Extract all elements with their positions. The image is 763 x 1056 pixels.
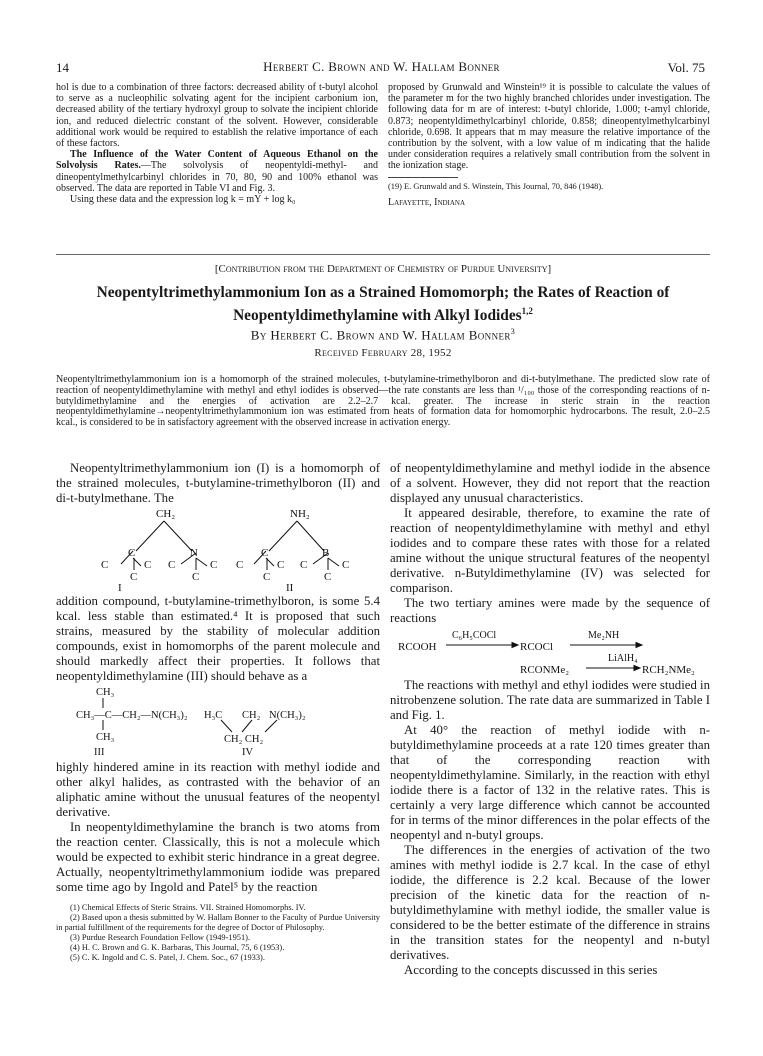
right-paragraph-1: of neopentyldimethylamine and methyl iodide in the absence of a solvent. However, they did not report that the reaction displayed any unusual characteristics. (390, 461, 710, 505)
scheme-rcocl: RCOCl (520, 641, 554, 653)
struct-II-atom-C-right2: C (342, 559, 350, 571)
footnote-rule (388, 177, 458, 178)
struct-label-II: II (286, 582, 294, 594)
location: Lafayette, Indiana (388, 196, 466, 208)
intro-paragraph-3: highly hindered amine in its reaction with methyl iodide and other alkyl halides, as contrasted with the behavior of an aliphatic amine without the unusual features of the neopentyl derivative. (56, 760, 380, 819)
struct-III-chain: CH₃—C—CH₂—N(CH₃)₂ (76, 710, 188, 721)
struct-III-ch3-top: CH₃ (96, 687, 115, 698)
right-paragraph-3: The two tertiary amines were made by the sequence of reactions (390, 596, 710, 625)
struct-I-atom-C-right1: C (168, 559, 176, 571)
right-paragraph-4: The reactions with methyl and ethyl iodides were studied in nitrobenzene solution. The rate data are summarized in Table I and Fig. 1. (390, 678, 710, 722)
struct-I-atom-C-mid: C (144, 559, 152, 571)
struct-I-atom-C-center: C (128, 547, 136, 559)
struct-II-atom-C-center: C (261, 547, 269, 559)
struct-I-atom-C-right2: C (210, 559, 218, 571)
right-paragraph-2: It appeared desirable, therefore, to examine the rate of reaction of neopentyldimethylamine with methyl and ethyl iodides and to compare these rates with those for a related amine without the unique structural features of the neopentyl derivative. n-Butyldimethylamine (IV) was selected for comparison. (390, 506, 710, 595)
volume-label: Vol. 75 (667, 60, 705, 75)
struct-II-atom-C-bottom2: C (324, 571, 332, 583)
struct-I-top: CH₂ (156, 508, 176, 520)
scheme-reagent-2: Me₂NH (588, 630, 620, 641)
footnote-1: (1) Chemical Effects of Steric Strains. VII. Strained Homomorphs. IV. (70, 903, 306, 912)
scheme-rch2nme2: RCH₂NMe₂ (642, 664, 695, 676)
intro-paragraph-4: In neopentyldimethylamine the branch is two atoms from the reaction center. Classically, this is not a molecule which would be expected to exhibit steric hindrance in a great degree. Actually, neopentyltrimethylammonium iodide was prepared some time ago by Ingold and Patel⁵ by the reaction (56, 820, 380, 894)
article-title-line-2-wrap (40, 302, 726, 325)
scheme-reagent-1: C₆H₅COCl (452, 630, 497, 641)
authors: By Herbert C. Brown and W. Hallam Bonner (250, 327, 511, 343)
article-divider (56, 254, 710, 255)
struct-II-atom-C-bottom1: C (263, 571, 271, 583)
authors-footnote-mark: 3 (510, 327, 516, 336)
author-line (56, 327, 710, 343)
contribution-line: [Contribution from the Department of Chemistry of Purdue University] (214, 263, 552, 275)
footnote-2: (2) Based upon a thesis submitted by W. Hallam Bonner to the Faculty of Purdue University in partial fulfillment of the requirements for the degree of Doctor of Philosophy. (56, 913, 380, 932)
abstract: Neopentyltrimethylammonium ion is a homomorph of the strained molecules, t-butylamine-trimethylboron and di-t-butylmethane. The predicted slow rate of reaction of neopentyldimethylamine with methyl and ethyl iodides is observed—the rate constants are less than ¹/₁₀₀ those of the corresponding reactions of n-butyldimethylamine and the energies of activation are 2.2–2.7 kcal. greater. The increase in steric strain in the reaction neopentyldimethylamine→neopentyltrimethylammonium ion was estimated from heats of formation data for homomorphic hydrocarbons. The result, 2.0–2.5 kcal., is considered to be in satisfactory agreement with the observed increase in activation energy. (56, 374, 710, 429)
struct-label-III: III (94, 747, 105, 758)
struct-IV-ch2-pair: CH₂ CH₂ (224, 734, 264, 745)
struct-II-atom-C-mid: C (277, 559, 285, 571)
prev-footnote-19: (19) E. Grunwald and S. Winstein, This Journal, 70, 846 (1948). (388, 181, 604, 191)
struct-III-ch3-bottom: CH₃ (96, 732, 115, 743)
body-right-column (390, 461, 710, 978)
struct-IV-ch2-top: CH₂ (242, 710, 261, 721)
prev-right-paragraph-1: proposed by Grunwald and Winstein¹⁹ it is possible to calculate the values of the parameter m for the two highly branched chlorides under investigation. The following data for m are of interest: t-butyl chloride, 1.000; t-amyl chloride, 0.873; neopentyldimethylcarbinyl chloride, 0.858; dineopentylmethylcarbinyl chloride, 0.698. It appears that m may measure the relative importance of the contribution by the solvent, with a low value of m indicating that the halide under consideration requires a relatively small contribution from the solvent in the ionization stage. (388, 82, 710, 172)
prev-left-paragraph-1: hol is due to a combination of three factors: decreased ability of t-butyl alcohol to serve as a nucleophilic solvating agent for the incipient carbonium ion, decreased ability of the tertiary hydroxyl group to solvate the incipient chloride ion, and reduced dielectric constant of the solvent. However, considerable additional work would be required to establish the relative importance of each of these factors. (56, 82, 378, 150)
article-title (40, 283, 726, 325)
prev-article-right-column (388, 82, 710, 208)
intro-paragraph-1: Neopentyltrimethylammonium ion (I) is a homomorph of the strained molecules, t-butylamine-trimethylboron (II) and di-t-butylmethane. The (56, 461, 380, 505)
struct-I-atom-C-bottom2: C (192, 571, 200, 583)
article-title-line-1: Neopentyltrimethylammonium Ion as a Strained Homomorph; the Rates of Reaction of (96, 284, 670, 301)
page-number: 14 (56, 60, 69, 75)
struct-label-I: I (118, 582, 122, 594)
article-title-line-2: Neopentyldimethylamine with Alkyl Iodides (233, 307, 522, 325)
running-title: Herbert C. Brown and W. Hallam Bonner (263, 59, 500, 74)
section-heading: The Influence of the Water Content of Aqueous Ethanol on the Solvolysis Rates. (56, 149, 378, 172)
prev-left-paragraph-2 (56, 149, 378, 194)
struct-II-atom-B: B (322, 547, 330, 559)
footnote-4: (4) H. C. Brown and G. K. Barbaras, This Journal, 75, 6 (1953). (70, 943, 285, 952)
structures-III-IV (56, 684, 380, 760)
scheme-reagent-3: LiAlH₄ (608, 653, 638, 664)
footnote-3: (3) Purdue Research Foundation Fellow (1949-1951). (70, 933, 251, 942)
received-date: Received February 28, 1952 (314, 347, 452, 359)
prev-left-paragraph-3: Using these data and the expression log k = mY + log k₀ (70, 194, 296, 206)
reaction-scheme (390, 626, 710, 678)
right-paragraph-6: The differences in the energies of activation of the two amines with methyl iodide is 2.7 kcal. In the case of ethyl iodide, the difference is 2.2 kcal. Because of the lower precision of the kinetic data for the reaction of n-butyldimethylamine with methyl iodide, the smaller value is considered to be the better estimate of the difference in strains in the transition states for the neopentyl and n-butyl derivatives. (390, 843, 710, 962)
prev-article-left-column (56, 82, 378, 205)
struct-I-atom-N: N (190, 547, 198, 559)
prev-left-paragraph-2-body: —The solvolysis of neopentyldi-methyl- and dineopentylmethylcarbinyl chlorides in 70, 80, 90 and 100% ethanol was observed. The data are reported in Table VI and Fig. 3. (56, 160, 378, 194)
scheme-rcooh: RCOOH (398, 641, 437, 653)
intro-paragraph-2: addition compound, t-butylamine-trimethylboron, is some 5.4 kcal. less stable than estimated.⁴ It is proposed that such strains, measured by the stability of molecular addition compounds, exist in homomorphs of the parent molecule and should markedly affect their properties. It follows that neopentyldimethylamine (III) should behave as a (56, 594, 380, 683)
right-paragraph-7: According to the concepts discussed in this series (404, 963, 658, 977)
struct-II-atom-C-left: C (236, 559, 244, 571)
scheme-rconme2: RCONMe₂ (520, 664, 570, 676)
struct-II-atom-C-right1: C (300, 559, 308, 571)
structures-I-II (56, 506, 380, 594)
struct-IV-h3c: H₃C (204, 710, 223, 721)
body-left-column (56, 461, 380, 963)
right-paragraph-5: At 40° the reaction of methyl iodide with n-butyldimethylamine proceeds at a rate 120 times greater than that of the corresponding reaction with neopentyldimethylamine. Similarly, in the reaction with ethyl iodide there is a factor of 132 in the relative rates. This is certainly a very large difference which cannot be accounted for in terms of the minor differences in the polar effects of the neopentyl and n-butyl groups. (390, 723, 710, 842)
struct-IV-n: N(CH₃)₂ (269, 710, 306, 721)
struct-I-atom-C-bottom1: C (130, 571, 138, 583)
struct-I-atom-C-left: C (101, 559, 109, 571)
article-footnotes (56, 903, 380, 963)
title-footnote-marks: 1,2 (521, 306, 533, 316)
struct-II-top: NH₂ (290, 508, 310, 520)
footnote-5: (5) C. K. Ingold and C. S. Patel, J. Chem. Soc., 67 (1933). (70, 953, 265, 962)
struct-label-IV: IV (242, 747, 254, 758)
